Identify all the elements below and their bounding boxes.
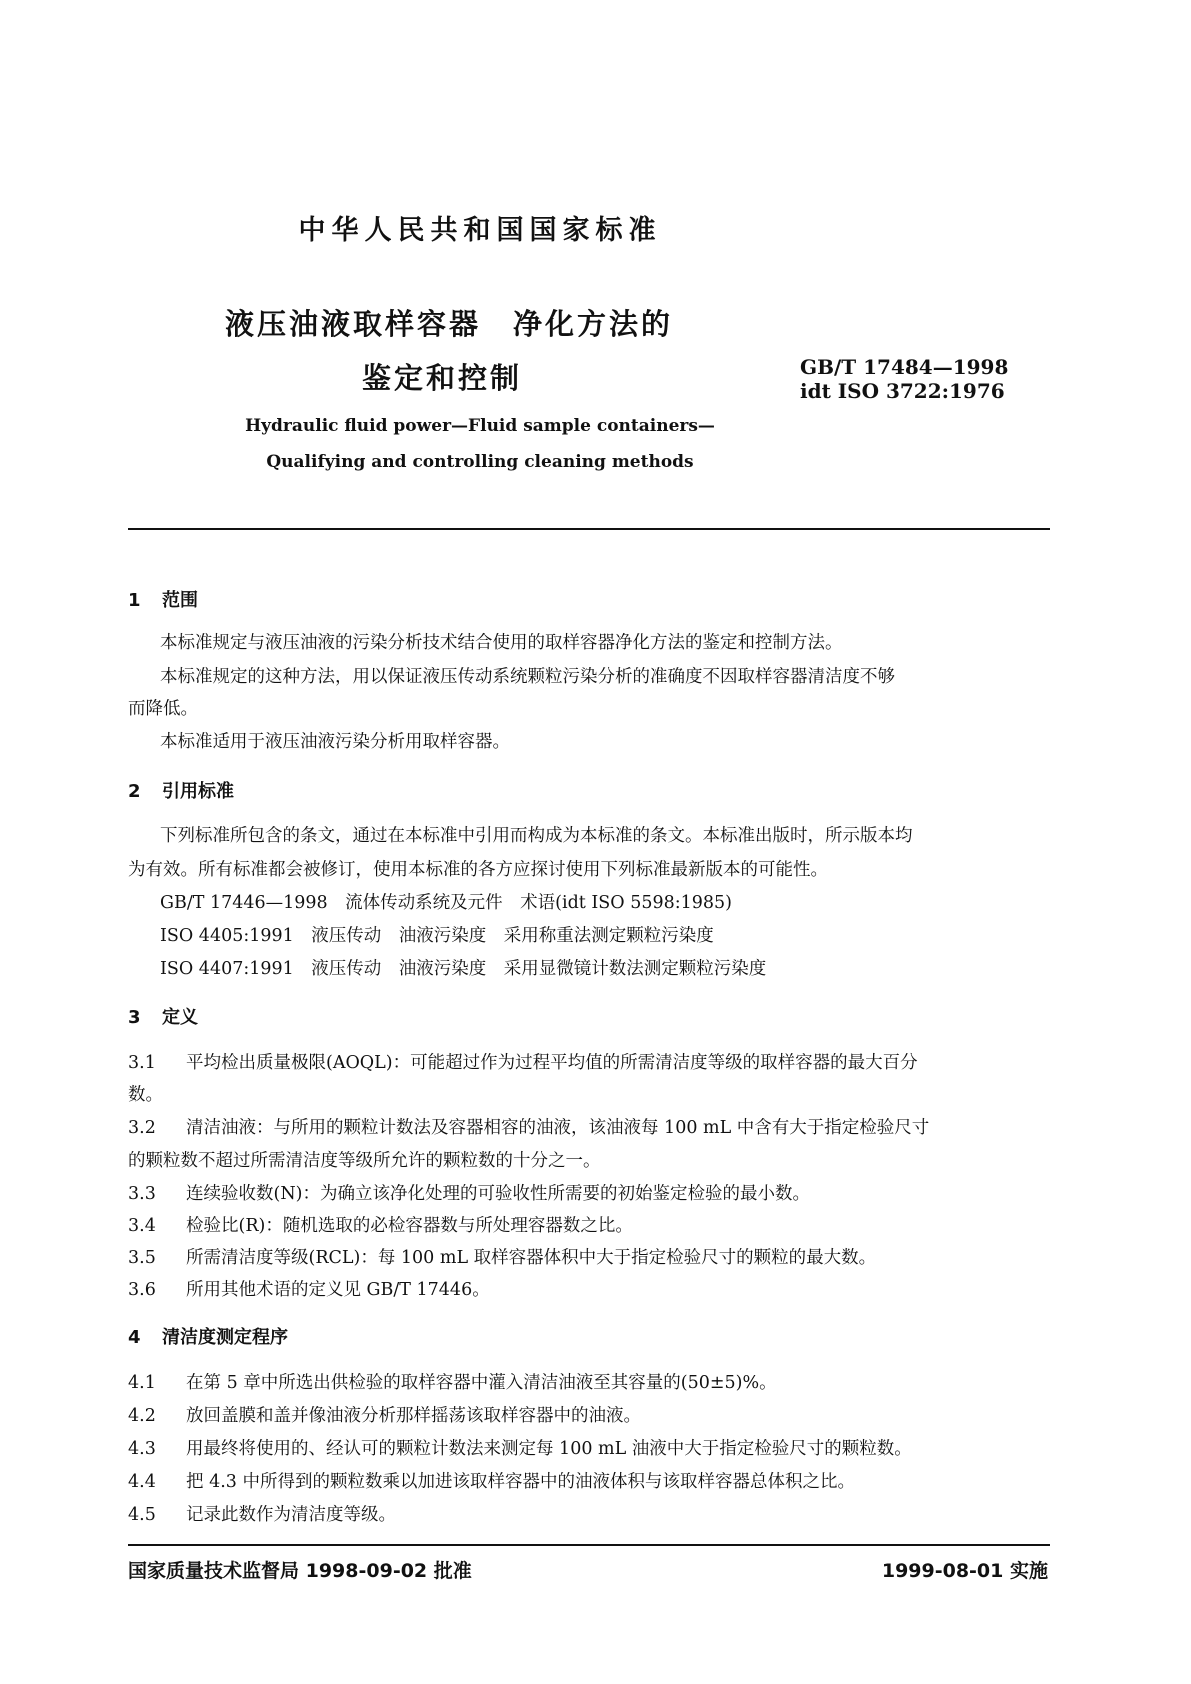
implementation-date: 1999-08-01 实施 — [881, 1560, 1048, 1582]
clause-continuation: 数。 — [128, 1085, 163, 1105]
english-title-line2: Qualifying and controlling cleaning methods — [266, 452, 694, 472]
section-title: 范围 — [162, 590, 198, 611]
reference-item: ISO 4405:1991 液压传动 油液污染度 采用称重法测定颗粒污染度 — [160, 926, 714, 946]
document-title-line1: 液压油液取样容器 净化方法的 — [225, 307, 674, 341]
clause-continuation: 的颗粒数不超过所需清洁度等级所允许的颗粒数的十分之一。 — [128, 1151, 601, 1171]
clause-text: 平均检出质量极限(AOQL)：可能超过作为过程平均值的所需清洁度等级的取样容器的最大百分 — [186, 1053, 918, 1073]
definition-item — [128, 1049, 918, 1074]
clause-text: 所用其他术语的定义见 GB/T 17446。 — [186, 1280, 490, 1300]
approval-statement: 国家质量技术监督局 1998-09-02 批准 — [128, 1560, 472, 1582]
section-heading-3 — [128, 1003, 198, 1029]
section-title: 引用标准 — [162, 781, 234, 802]
clause-text: 在第 5 章中所选出供检验的取样容器中灌入清洁油液至其容量的(50±5)%。 — [186, 1373, 777, 1393]
clause-number: 4.1 — [128, 1373, 156, 1393]
standard-number: GB/T 17484—1998 — [800, 355, 1009, 379]
clause-text: 连续验收数(N)：为确立该净化处理的可验收性所需要的初始鉴定检验的最小数。 — [186, 1184, 810, 1204]
clause-number: 4.3 — [128, 1439, 156, 1459]
document-title-line2: 鉴定和控制 — [362, 361, 523, 395]
clause-number: 3.1 — [128, 1053, 156, 1073]
national-standard-title: 中华人民共和国国家标准 — [298, 215, 662, 246]
paragraph: 下列标准所包含的条文，通过在本标准中引用而构成为本标准的条文。本标准出版时，所示版本均 — [160, 826, 913, 846]
definition-item — [128, 1276, 490, 1301]
clause-text: 用最终将使用的、经认可的颗粒计数法来测定每 100 mL 油液中大于指定检验尺寸的颗粒数。 — [186, 1439, 912, 1459]
reference-item: GB/T 17446—1998 流体传动系统及元件 术语(idt ISO 5598:1985) — [160, 893, 733, 913]
clause-text: 检验比(R)：随机选取的必检容器数与所处理容器数之比。 — [186, 1216, 633, 1236]
procedure-item — [128, 1468, 855, 1493]
section-title: 定义 — [162, 1007, 198, 1028]
procedure-item — [128, 1435, 912, 1460]
definition-item — [128, 1114, 929, 1139]
section-heading-2 — [128, 777, 234, 803]
definition-item — [128, 1212, 633, 1237]
paragraph-continuation: 而降低。 — [128, 699, 198, 719]
clause-number: 3.4 — [128, 1216, 156, 1236]
procedure-item — [128, 1369, 777, 1394]
clause-number: 3.3 — [128, 1184, 156, 1204]
paragraph: 本标准适用于液压油液污染分析用取样容器。 — [160, 732, 510, 752]
clause-number: 3.6 — [128, 1280, 156, 1300]
clause-text: 把 4.3 中所得到的颗粒数乘以加进该取样容器中的油液体积与该取样容器总体积之比。 — [186, 1472, 855, 1492]
definition-item — [128, 1244, 876, 1269]
procedure-item — [128, 1402, 641, 1427]
section-title: 清洁度测定程序 — [162, 1327, 288, 1348]
paragraph-continuation: 为有效。所有标准都会被修订，使用本标准的各方应探讨使用下列标准最新版本的可能性。 — [128, 860, 828, 880]
clause-number: 3.2 — [128, 1118, 156, 1138]
section-number: 1 — [128, 590, 141, 611]
clause-number: 4.2 — [128, 1406, 156, 1426]
footer-divider — [128, 1544, 1050, 1546]
clause-text: 清洁油液：与所用的颗粒计数法及容器相容的油液，该油液每 100 mL 中含有大于指定检验尺寸 — [186, 1118, 930, 1138]
section-number: 3 — [128, 1007, 141, 1028]
clause-text: 所需清洁度等级(RCL)：每 100 mL 取样容器体积中大于指定检验尺寸的颗粒的最大数。 — [186, 1248, 877, 1268]
idt-reference: idt ISO 3722:1976 — [800, 379, 1005, 403]
standard-number-block — [800, 355, 1008, 403]
reference-item: ISO 4407:1991 液压传动 油液污染度 采用显微镜计数法测定颗粒污染度 — [160, 959, 767, 979]
clause-text: 放回盖膜和盖并像油液分析那样摇荡该取样容器中的油液。 — [186, 1406, 641, 1426]
section-heading-1 — [128, 586, 198, 612]
clause-number: 4.4 — [128, 1472, 156, 1492]
header-divider — [128, 528, 1050, 530]
paragraph: 本标准规定的这种方法，用以保证液压传动系统颗粒污染分析的准确度不因取样容器清洁度不够 — [160, 667, 895, 687]
english-title-line1: Hydraulic fluid power—Fluid sample containers— — [245, 416, 715, 436]
clause-number: 4.5 — [128, 1505, 156, 1525]
clause-number: 3.5 — [128, 1248, 156, 1268]
section-number: 2 — [128, 781, 141, 802]
section-number: 4 — [128, 1327, 141, 1348]
section-heading-4 — [128, 1323, 288, 1349]
clause-text: 记录此数作为清洁度等级。 — [186, 1505, 396, 1525]
definition-item — [128, 1180, 810, 1205]
paragraph: 本标准规定与液压油液的污染分析技术结合使用的取样容器净化方法的鉴定和控制方法。 — [160, 633, 843, 653]
procedure-item — [128, 1501, 396, 1526]
